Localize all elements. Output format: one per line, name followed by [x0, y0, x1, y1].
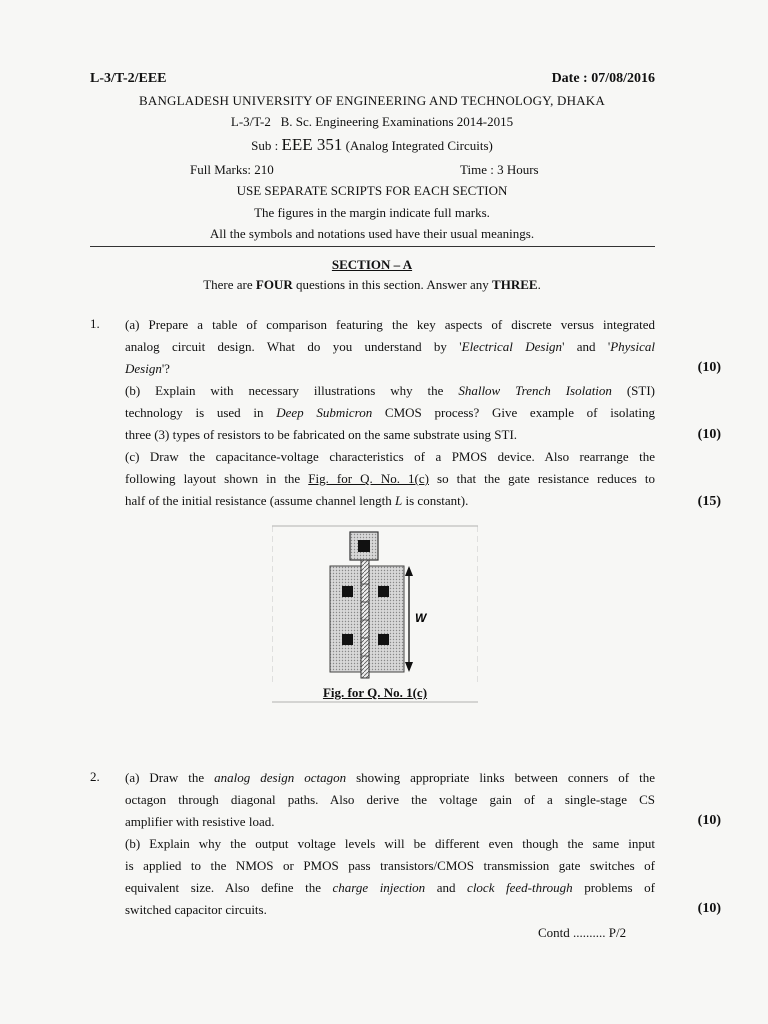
question-1-text — [125, 314, 655, 512]
arrow-down-icon — [405, 662, 413, 672]
q2b-line: (b) Explain why the output voltage levels will be different even though the same input — [125, 836, 655, 851]
drain-contact — [378, 586, 389, 597]
drain-contact — [378, 634, 389, 645]
section-note — [0, 277, 744, 293]
q1a-marks: (10) — [697, 360, 721, 375]
q2b-line: equivalent size. Also define the charge injection and clock feed-through problems of — [125, 880, 655, 895]
instruction-symbols: All the symbols and notations used have their usual meanings. — [209, 226, 535, 241]
note-text: There are — [203, 277, 256, 292]
width-label: W — [415, 611, 427, 625]
university-name: BANGLADESH UNIVERSITY OF ENGINEERING AND TECHNOLOGY, DHAKA — [139, 93, 605, 108]
figure-caption: Fig. for Q. No. 1(c) — [322, 685, 428, 700]
gate-contact — [358, 540, 370, 552]
poly-gate — [361, 560, 369, 678]
note-four: FOUR — [255, 277, 293, 292]
header-divider — [90, 246, 655, 247]
transistor-layout-drawing — [272, 524, 478, 704]
figure-reference: Fig. for Q. No. 1(c) — [308, 471, 429, 486]
q2b-line: switched capacitor circuits. — [125, 902, 267, 917]
source-contact — [342, 634, 353, 645]
q1a-line: (a) Prepare a table of comparison featuring the key aspects of discrete versus integrated — [125, 317, 655, 332]
exam-time: Time : 3 Hours — [460, 162, 539, 177]
q1c-line: following layout shown in the Fig. for Q. No. 1(c) so that the gate resistance reduces to — [125, 471, 655, 486]
q1b-line: technology is used in Deep Submicron CMOS process? Give example of isolating — [125, 405, 655, 420]
q1b-marks: (10) — [697, 427, 721, 442]
q2b-marks: (10) — [697, 901, 721, 916]
subject-name: (Analog Integrated Circuits) — [342, 138, 493, 153]
q2a-line: amplifier with resistive load. — [125, 814, 275, 829]
subject-line — [0, 135, 744, 155]
question-2-text — [125, 767, 655, 921]
source-contact — [342, 586, 353, 597]
q1a-line: Design'? — [125, 361, 170, 376]
q2b-line: is applied to the NMOS or PMOS pass transistors/CMOS transmission gate switches of — [125, 858, 655, 873]
note-text: questions in this section. Answer any — [292, 277, 493, 292]
continued-note: Contd .......... P/2 — [538, 925, 627, 940]
q2a-marks: (10) — [697, 813, 721, 828]
question-2-number: 2. — [90, 769, 100, 784]
layout-figure — [272, 524, 478, 704]
q2a-line: octagon through diagonal paths. Also derive the voltage gain of a single-stage CS — [125, 792, 655, 807]
full-marks: Full Marks: 210 — [190, 162, 274, 177]
question-1-number: 1. — [90, 316, 100, 331]
q1b-line: three (3) types of resistors to be fabricated on the same substrate using STI. — [125, 427, 518, 442]
exam-date: Date : 07/08/2016 — [551, 71, 655, 86]
note-three: THREE — [492, 277, 538, 292]
instruction-scripts: USE SEPARATE SCRIPTS FOR EACH SECTION — [236, 183, 508, 198]
q1c-marks: (15) — [697, 494, 721, 509]
section-title: SECTION – A — [331, 257, 413, 272]
exam-title: L-3/T-2 B. Sc. Engineering Examinations 2014-2015 — [230, 114, 514, 129]
arrow-up-icon — [405, 566, 413, 576]
q1c-line: half of the initial resistance (assume channel length L is constant). — [125, 493, 469, 508]
instruction-marks: The figures in the margin indicate full marks. — [254, 205, 490, 220]
q1a-line: analog circuit design. What do you understand by 'Electrical Design' and 'Physical — [125, 339, 655, 354]
note-text: . — [537, 277, 541, 292]
q1b-line: (b) Explain with necessary illustrations why the Shallow Trench Isolation (STI) — [125, 383, 655, 398]
course-level: L-3/T-2/EEE — [90, 71, 167, 86]
subject-code: EEE 351 — [281, 135, 343, 154]
subject-prefix: Sub : — [251, 138, 282, 153]
q1c-line: (c) Draw the capacitance-voltage characteristics of a PMOS device. Also rearrange the — [125, 449, 655, 464]
q2a-line: (a) Draw the analog design octagon showing appropriate links between conners of the — [125, 770, 656, 785]
